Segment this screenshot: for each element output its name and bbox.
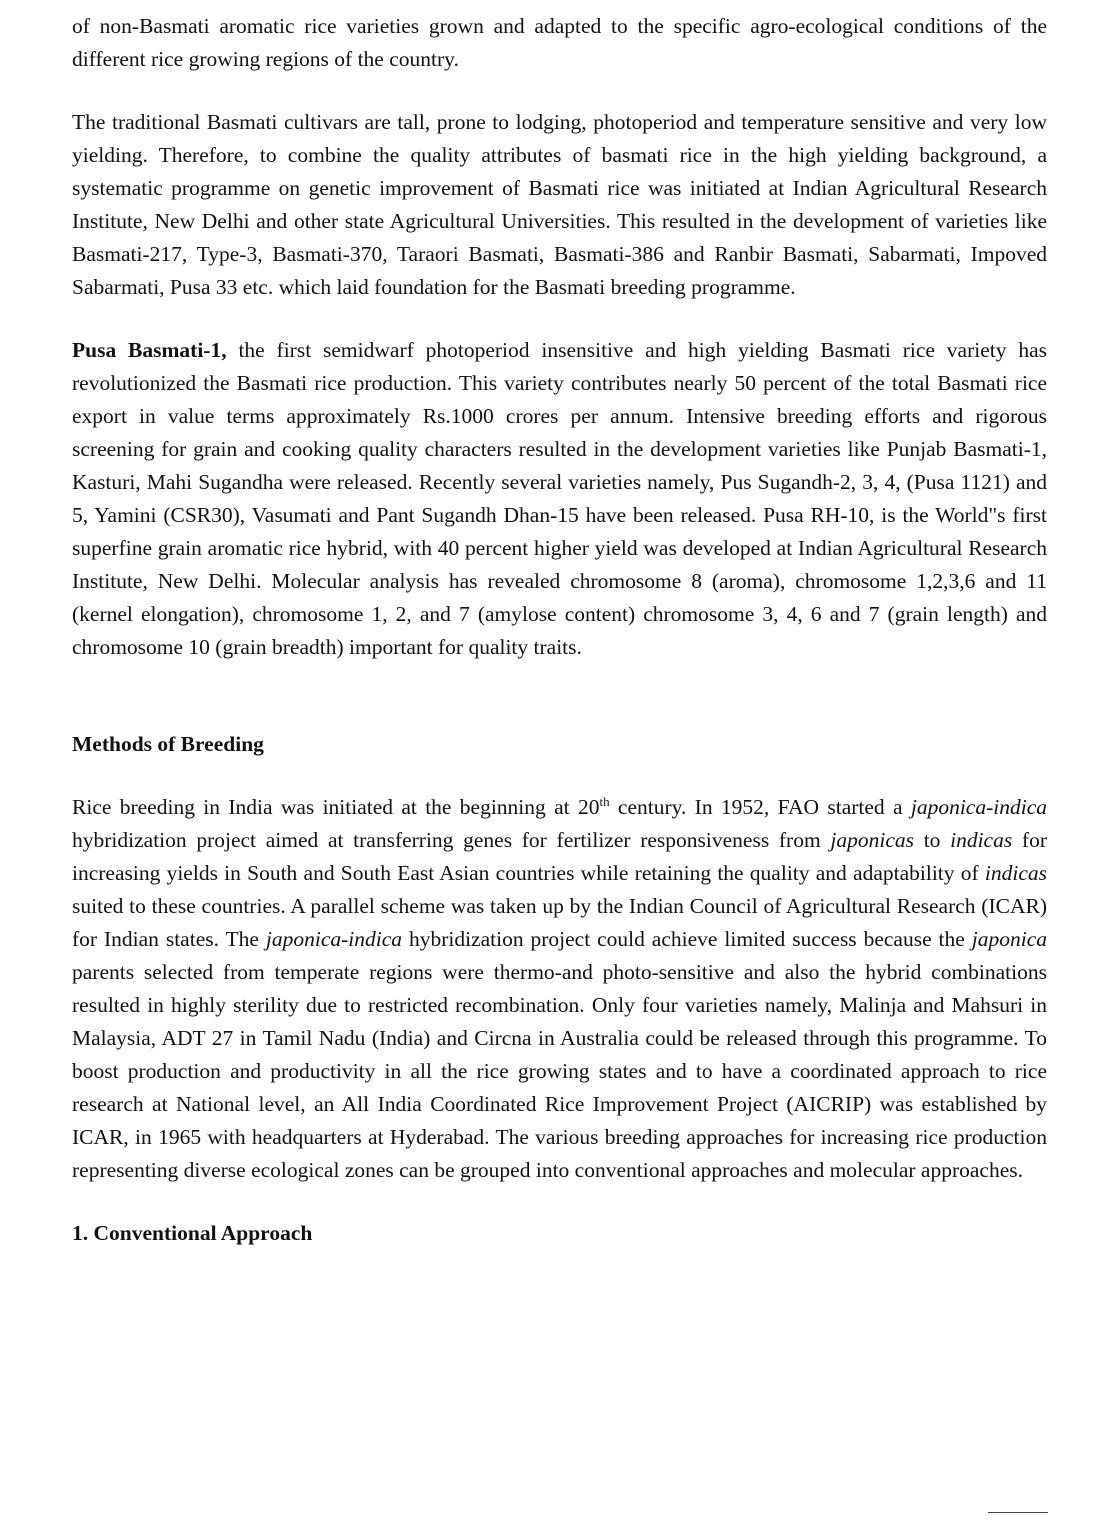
text-run: hybridization project aimed at transferring genes for fertilizer responsiveness from xyxy=(72,828,831,852)
text-run: hybridization project could achieve limited success because the xyxy=(402,927,972,951)
superscript-th: th xyxy=(599,793,610,809)
paragraph-rice-breeding-history xyxy=(72,791,1047,1187)
pusa-basmati-lead: Pusa Basmati-1, xyxy=(72,338,227,362)
text-run: century. In 1952, FAO started a xyxy=(609,795,911,819)
heading-methods-of-breeding: Methods of Breeding xyxy=(72,732,264,756)
italic-term: japonica-indica xyxy=(265,927,403,951)
italic-term: indicas xyxy=(950,828,1013,852)
text-run: suited to these countries. A parallel scheme was taken up by the Indian Council of Agricultural Research (ICAR) for Indian states. The xyxy=(72,894,1047,951)
text-run: to xyxy=(914,828,951,852)
text-run: parents selected from temperate regions were thermo-and photo-sensitive and also the hybrid combinations resulted in highly sterility due to restricted recombination. Only four varieties namely, Malinja and Mahsuri in Malaysia, ADT 27 in Tamil Nadu (India) and Circna in Australia could be released through this programme. To boost production and productivity in all the rice growing states and to have a coordinated approach to rice research at National level, an All India Coordinated Rice Improvement Project (AICRIP) was established by ICAR, in 1965 with headquarters at Hyderabad. The various breeding approaches for increasing rice production representing diverse ecological zones can be grouped into conventional approaches and molecular approaches. xyxy=(72,960,1047,1182)
text-run: Rice breeding in India was initiated at the beginning at 20 xyxy=(72,795,600,819)
footer-rule xyxy=(988,1512,1048,1513)
italic-term: japonica-indica xyxy=(910,795,1047,819)
paragraph-traditional-basmati: The traditional Basmati cultivars are tall, prone to lodging, photoperiod and temperature sensitive and very low yielding. Therefore, to combine the quality attributes of basmati rice in the high yielding background, a systematic programme on genetic improvement of Basmati rice was initiated at Indian Agricultural Research Institute, New Delhi and other state Agricultural Universities. This resulted in the development of varieties like Basmati-217, Type-3, Basmati-370, Taraori Basmati, Basmati-386 and Ranbir Basmati, Sabarmati, Impoved Sabarmati, Pusa 33 etc. which laid foundation for the Basmati breeding programme. xyxy=(72,110,1047,299)
paragraph-aromatic-varieties: of non-Basmati aromatic rice varieties grown and adapted to the specific agro-ecological conditions of the different rice growing regions of the country. xyxy=(72,14,1047,71)
paragraph-pusa-basmati xyxy=(72,334,1047,664)
italic-term: japonica xyxy=(971,927,1047,951)
heading-conventional-approach: 1. Conventional Approach xyxy=(72,1221,313,1245)
pusa-basmati-body: the first semidwarf photoperiod insensitive and high yielding Basmati rice variety has revolutionized the Basmati rice production. This variety contributes nearly 50 percent of the total Basmati rice export in value terms approximately Rs.1000 crores per annum. Intensive breeding efforts and rigorous screening for grain and cooking quality characters resulted in the development varieties like Punjab Basmati-1, Kasturi, Mahi Sugandha were released. Recently several varieties namely, Pus Sugandh-2, 3, 4, (Pusa 1121) and 5, Yamini (CSR30), Vasumati and Pant Sugandh Dhan-15 have been released. Pusa RH-10, is the World"s first superfine grain aromatic rice hybrid, with 40 percent higher yield was developed at Indian Agricultural Research Institute, New Delhi. Molecular analysis has revealed chromosome 8 (aroma), chromosome 1,2,3,6 and 11 (kernel elongation), chromosome 1, 2, and 7 (amylose content) chromosome 3, 4, 6 and 7 (grain length) and chromosome 10 (grain breadth) important for quality traits. xyxy=(72,338,1047,659)
italic-term: indicas xyxy=(984,861,1047,885)
italic-term: japonicas xyxy=(830,828,914,852)
document-page xyxy=(72,10,1047,1250)
text-run: for increasing yields in South and South East Asian countries while retaining the quality and adaptability of xyxy=(72,828,1047,885)
